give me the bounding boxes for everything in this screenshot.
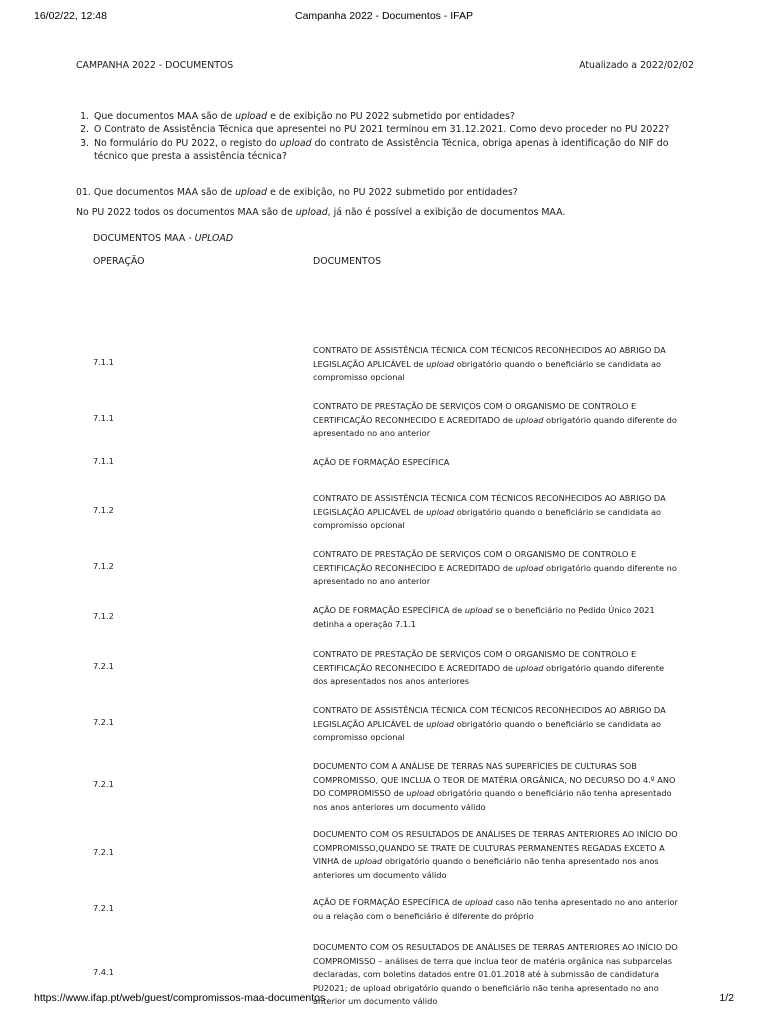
question-heading: 01. Que documentos MAA são de upload e de exibição, no PU 2022 submetido por entidades? bbox=[76, 187, 518, 198]
question-link-3[interactable]: 3. No formulário do PU 2022, o registo do upload do contrato de Assistência Técnica, obriga apenas à identificação do NIF do técnico que presta a assistência técnica? bbox=[92, 137, 692, 164]
updated-date: Atualizado a 2022/02/02 bbox=[579, 60, 694, 71]
print-title: Campanha 2022 - Documentos - IFAP bbox=[294, 10, 473, 22]
document-description: CONTRATO DE ASSISTÊNCIA TÉCNICA COM TÉCNICOS RECONHECIDOS AO ABRIGO DA LEGISLAÇÃO APLICÁVEL de upload obrigatório quando o beneficiário se candidata ao compromisso opcional bbox=[313, 705, 666, 743]
document-description: CONTRATO DE ASSISTÊNCIA TÉCNICA COM TÉCNICOS RECONHECIDOS AO ABRIGO DA LEGISLAÇÃO APLICÁVEL de upload obrigatório quando o beneficiário se candidata ao compromisso opcional bbox=[313, 493, 666, 531]
print-header bbox=[0, 10, 768, 30]
document-description: DOCUMENTO COM OS RESULTADOS DE ANÁLISES DE TERRAS ANTERIORES AO INÍCIO DO COMPROMISSO,QUANDO SE TRATE DE CULTURAS PERMANENTES REGADAS EXCETO A VINHA de upload obrigatório quando o beneficiário não tenha apresentado nos anos anteriores um documento válido bbox=[313, 829, 678, 880]
operation-code: 7.1.2 bbox=[93, 505, 114, 515]
print-url: https://www.ifap.pt/web/guest/compromissos-maa-documentos bbox=[34, 992, 326, 1004]
operation-code: 7.1.2 bbox=[93, 611, 114, 621]
document-description: DOCUMENTO COM OS RESULTADOS DE ANÁLISES DE TERRAS ANTERIORES AO INÍCIO DO COMPROMISSO – análises de terra que inclua teor de matéria orgânica nas subparcelas declaradas, com boletins datados entre 01.01.2018 até à submissão de candidatura PU2021; de upload obrigatório quando o beneficiário não tenha apresentado no ano anterior um documento válido bbox=[313, 942, 678, 1007]
document-description: CONTRATO DE PRESTAÇÃO DE SERVIÇOS COM O ORGANISMO DE CONTROLO E CERTIFICAÇÃO RECONHECIDO E ACREDITADO de upload obrigatório quando diferente no apresentado no ano anterior bbox=[313, 549, 677, 587]
question-link-2[interactable]: 2. O Contrato de Assistência Técnica que apresentei no PU 2021 terminou em 31.12.2021. Como devo proceder no PU 2022? bbox=[92, 123, 692, 136]
operation-code: 7.1.2 bbox=[93, 561, 114, 571]
print-footer bbox=[0, 992, 768, 1012]
question-list bbox=[76, 110, 692, 164]
document-description: CONTRATO DE PRESTAÇÃO DE SERVIÇOS COM O ORGANISMO DE CONTROLO E CERTIFICAÇÃO RECONHECIDO E ACREDITADO de upload obrigatório quando diferente do apresentado no ano anterior bbox=[313, 401, 677, 439]
header-operation: OPERAÇÃO bbox=[93, 256, 145, 267]
document-description: CONTRATO DE PRESTAÇÃO DE SERVIÇOS COM O ORGANISMO DE CONTROLO E CERTIFICAÇÃO RECONHECIDO E ACREDITADO de upload obrigatório quando diferente dos apresentados nos anos anteriores bbox=[313, 649, 665, 687]
operation-code: 7.2.1 bbox=[93, 903, 114, 913]
question-answer: No PU 2022 todos os documentos MAA são de upload, já não é possível a exibição de documentos MAA. bbox=[76, 207, 566, 218]
section-title: DOCUMENTOS MAA - UPLOAD bbox=[93, 233, 234, 244]
operation-code: 7.2.1 bbox=[93, 661, 114, 671]
operation-code: 7.1.1 bbox=[93, 456, 114, 466]
page-title: CAMPANHA 2022 - DOCUMENTOS bbox=[76, 60, 234, 71]
operation-code: 7.2.1 bbox=[93, 717, 114, 727]
header-documents: DOCUMENTOS bbox=[313, 256, 382, 267]
question-link-1[interactable]: 1. Que documentos MAA são de upload e de exibição no PU 2022 submetido por entidades? bbox=[92, 110, 692, 123]
print-page-number: 1/2 bbox=[719, 992, 734, 1004]
document-description: CONTRATO DE ASSISTÊNCIA TÉCNICA COM TÉCNICOS RECONHECIDOS AO ABRIGO DA LEGISLAÇÃO APLICÁVEL de upload obrigatório quando o beneficiário se candidata ao compromisso opcional bbox=[313, 345, 666, 383]
operation-code: 7.1.1 bbox=[93, 413, 114, 423]
operation-code: 7.2.1 bbox=[93, 779, 114, 789]
document-description: DOCUMENTO COM A ANÁLISE DE TERRAS NAS SUPERFÍCIES DE CULTURAS SOB COMPROMISSO, QUE INCLUA O TEOR DE MATÉRIA ORGÂNICA, NO DECURSO DO 4.º ANO DO COMPROMISSO de upload obrigatório quando o beneficiário não tenha apresentado nos anos anteriores um documento válido bbox=[313, 761, 676, 812]
operation-code: 7.4.1 bbox=[93, 967, 114, 977]
title-row bbox=[76, 58, 694, 76]
document-description: AÇÃO DE FORMAÇÃO ESPECÍFICA de upload se o beneficiário no Pedido Único 2021 detinha a operação 7.1.1 bbox=[313, 605, 655, 629]
print-datetime: 16/02/22, 12:48 bbox=[34, 10, 107, 22]
document-description: AÇÃO DE FORMAÇÃO ESPECÍFICA bbox=[313, 457, 450, 467]
operation-code: 7.1.1 bbox=[93, 357, 114, 367]
operation-code: 7.2.1 bbox=[93, 847, 114, 857]
document-description: AÇÃO DE FORMAÇÃO ESPECÍFICA de upload caso não tenha apresentado no ano anterior ou a relação com o beneficiário é diferente do próprio bbox=[313, 897, 678, 921]
